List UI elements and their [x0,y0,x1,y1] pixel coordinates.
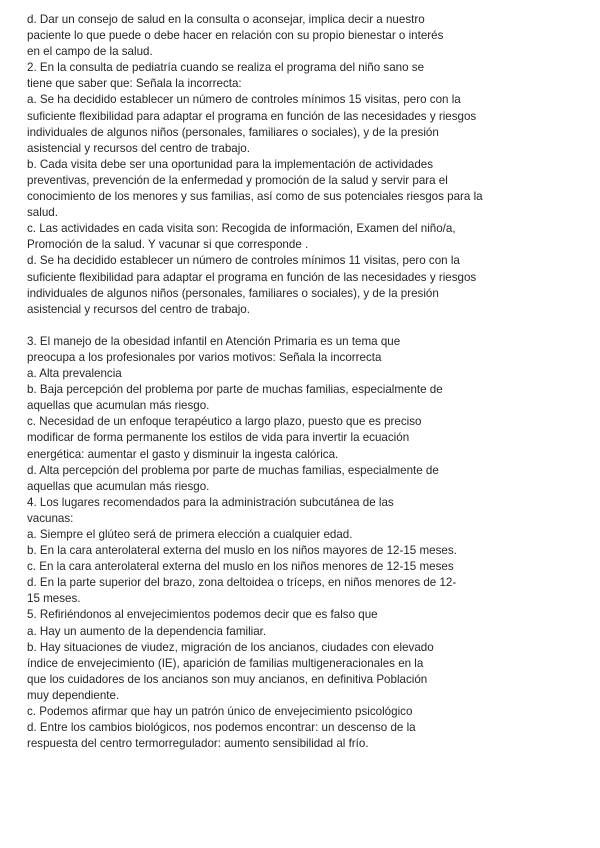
text-line: d. Alta percepción del problema por parte de muchas familias, especialmente de [27,463,439,477]
text-line: b. Hay situaciones de viudez, migración de los ancianos, ciudades con elevado [27,640,434,654]
text-line: c. En la cara anterolateral externa del muslo en los niños menores de 12-15 meses [27,560,454,574]
text-line: d. Se ha decidido establecer un número de controles mínimos 11 visitas, pero con la [27,254,460,268]
text-line: a. Se ha decidido establecer un número de controles mínimos 15 visitas, pero con la [27,93,461,107]
text-line: aquellas que acumulan más riesgo. [27,399,210,413]
text-line: c. Necesidad de un enfoque terapéutico a largo plazo, puesto que es preciso [27,415,422,429]
paragraph-gap [27,318,593,334]
text-line: energética: aumentar el gasto y disminuir la ingesta calórica. [27,447,339,461]
text-line: preventivas, prevención de la enfermedad y promoción de la salud y servir para el [27,173,448,187]
text-line: individuales de algunos niños (personales, familiares o sociales), y de la presión [27,286,439,300]
text-line: asistencial y recursos del centro de trabajo. [27,141,250,155]
text-line: d. En la parte superior del brazo, zona deltoidea o tríceps, en niños menores de 12- [27,576,457,590]
document-page [27,12,593,752]
text-line: índice de envejecimiento (IE), aparición de familias multigeneracionales en la [27,656,424,670]
text-line: asistencial y recursos del centro de trabajo. [27,302,250,316]
text-line: b. Cada visita debe ser una oportunidad para la implementación de actividades [27,157,434,171]
text-line: a. Siempre el glúteo será de primera elección a cualquier edad. [27,528,353,541]
text-line: suficiente flexibilidad para adaptar el programa en función de las necesidades y riesgos [27,109,477,123]
text-line: 5. Refiriéndonos al envejecimientos podemos decir que es falso que [27,608,378,622]
text-line: individuales de algunos niños (personales, familiares o sociales), y de la presión [27,125,439,139]
text-line: preocupa a los profesionales por varios motivos: Señala la incorrecta [27,350,382,364]
text-line: que los cuidadores de los ancianos son muy ancianos, en definitiva Población [27,672,428,686]
text-line: Promoción de la salud. Y vacunar si que corresponde . [27,238,309,252]
text-line: a. Alta prevalencia [27,367,122,381]
text-line: respuesta del centro termorregulador: aumento sensibilidad al frío. [27,737,369,751]
text-line: modificar de forma permanente los estilos de vida para invertir la ecuación [27,431,410,445]
text-line: muy dependiente. [27,688,120,702]
text-line: suficiente flexibilidad para adaptar el programa en función de las necesidades y riesgos [27,270,477,284]
text-block [27,12,593,318]
text-line: conocimiento de los menores y sus familias, así como de sus potenciales riesgos para la [27,190,483,204]
text-line: 4. Los lugares recomendados para la administración subcutánea de las [27,495,394,509]
text-line: d. Dar un consejo de salud en la consulta o aconsejar, implica decir a nuestro [27,13,425,26]
text-line: c. Podemos afirmar que hay un patrón único de envejecimiento psicológico [27,705,413,719]
text-line: a. Hay un aumento de la dependencia familiar. [27,624,267,638]
text-line: tiene que saber que: Señala la incorrecta: [27,77,242,91]
text-line: en el campo de la salud. [27,45,153,59]
text-line: aquellas que acumulan más riesgo. [27,479,210,493]
text-line: 2. En la consulta de pediatría cuando se realiza el programa del niño sano se [27,61,425,75]
text-line: c. Las actividades en cada visita son: Recogida de información, Examen del niño/a, [27,222,456,236]
text-line: paciente lo que puede o debe hacer en relación con su propio bienestar o interés [27,29,444,43]
text-line: 3. El manejo de la obesidad infantil en Atención Primaria es un tema que [27,334,401,348]
text-line: b. Baja percepción del problema por parte de muchas familias, especialmente de [27,383,443,397]
text-block [27,334,593,752]
text-line: salud. [27,206,58,220]
text-line: 15 meses. [27,592,81,606]
text-line: b. En la cara anterolateral externa del muslo en los niños mayores de 12-15 meses. [27,544,457,558]
text-line: d. Entre los cambios biológicos, nos podemos encontrar: un descenso de la [27,721,416,735]
text-line: vacunas: [27,511,74,525]
